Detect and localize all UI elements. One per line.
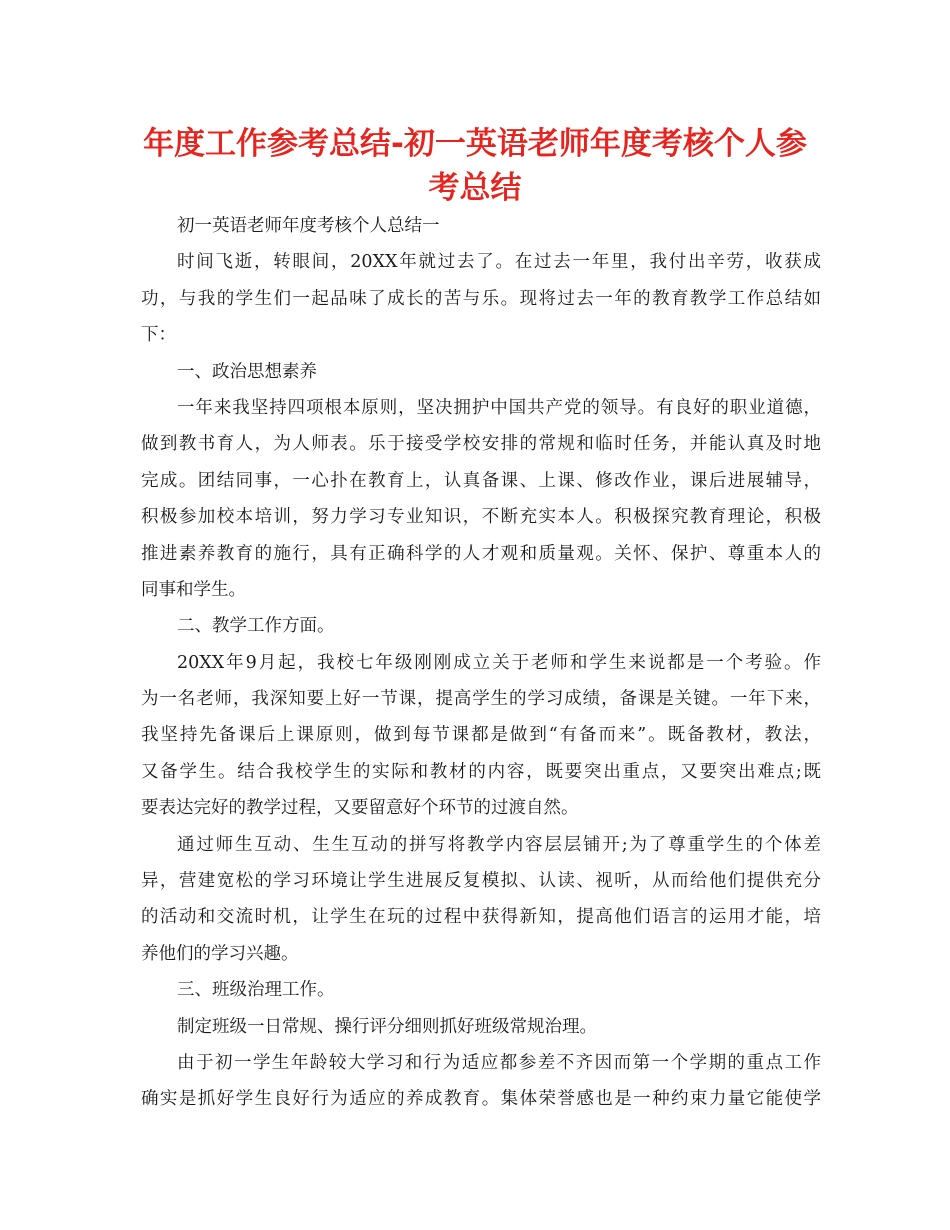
body-text-line: 异，营建宽松的学习环境让学生进展反复模拟、认读、视听，从而给他们提供充分 — [141, 871, 821, 892]
body-text-line: 20XX年9月起，我校七年级刚刚成立关于老师和学生来说都是一个考验。作 — [177, 652, 821, 673]
body-text-line: 三、班级治理工作。 — [177, 980, 335, 1001]
title-line-2: 考总结 — [428, 170, 522, 206]
body-text-line: 的活动和交流时机，让学生在玩的过程中获得新知，提高他们语言的运用才能，培 — [141, 907, 821, 928]
body-text-line: 积极参加校本培训，努力学习专业知识，不断充实本人。积极探究教育理论，积极 — [141, 507, 821, 528]
body-text-line: 同事和学生。 — [141, 579, 246, 600]
body-text-line: 做到教书育人，为人师表。乐于接受学校安排的常规和临时任务，并能认真及时地 — [141, 434, 821, 455]
body-text-line: 一、政治思想素养 — [177, 361, 317, 382]
body-text-line: 推进素养教育的施行，具有正确科学的人才观和质量观。关怀、保护、尊重本人的 — [141, 543, 821, 564]
body-text-line: 由于初一学生年龄较大学习和行为适应都参差不齐因而第一个学期的重点工作 — [177, 1052, 821, 1073]
body-text-line: 为一名老师，我深知要上好一节课，提高学生的学习成绩，备课是关键。一年下来， — [141, 689, 821, 710]
body-text-line: 我坚持先备课后上课原则，做到每节课都是做到“有备而来”。既备教材，教法， — [141, 725, 821, 746]
title-line-1: 年度工作参考总结-初一英语老师年度考核个人参 — [143, 126, 807, 162]
body-text-line: 制定班级一日常规、操行评分细则抓好班级常规治理。 — [177, 1016, 597, 1037]
body-text-line: 功，与我的学生们一起品味了成长的苦与乐。现将过去一年的教育教学工作总结如 — [141, 288, 821, 309]
body-text-line: 养他们的学习兴趣。 — [141, 943, 299, 964]
body-text-line: 确实是抓好学生良好行为适应的养成教育。集体荣誉感也是一种约束力量它能使学 — [141, 1089, 821, 1110]
body-text-line: 二、教学工作方面。 — [177, 616, 335, 637]
body-text-line: 又备学生。结合我校学生的实际和教材的内容，既要突出重点，又要突出难点;既 — [141, 761, 821, 782]
body-text-line: 完成。团结同事，一心扑在教育上，认真备课、上课、修改作业，课后进展辅导， — [141, 470, 821, 491]
document-body — [141, 208, 821, 1118]
body-text-line: 时间飞逝，转眼间，20XX年就过去了。在过去一年里，我付出辛劳，收获成 — [177, 252, 821, 273]
body-text-line: 一年来我坚持四项根本原则，坚决拥护中国共产党的领导。有良好的职业道德， — [177, 397, 821, 418]
body-text-line: 下： — [141, 325, 176, 346]
document-title — [110, 122, 840, 210]
body-text-line: 初一英语老师年度考核个人总结一 — [177, 216, 440, 236]
body-text-line: 要表达完好的教学过程，又要留意好个环节的过渡自然。 — [141, 798, 579, 819]
body-text-line: 通过师生互动、生生互动的拼写将教学内容层层铺开;为了尊重学生的个体差 — [177, 834, 821, 855]
